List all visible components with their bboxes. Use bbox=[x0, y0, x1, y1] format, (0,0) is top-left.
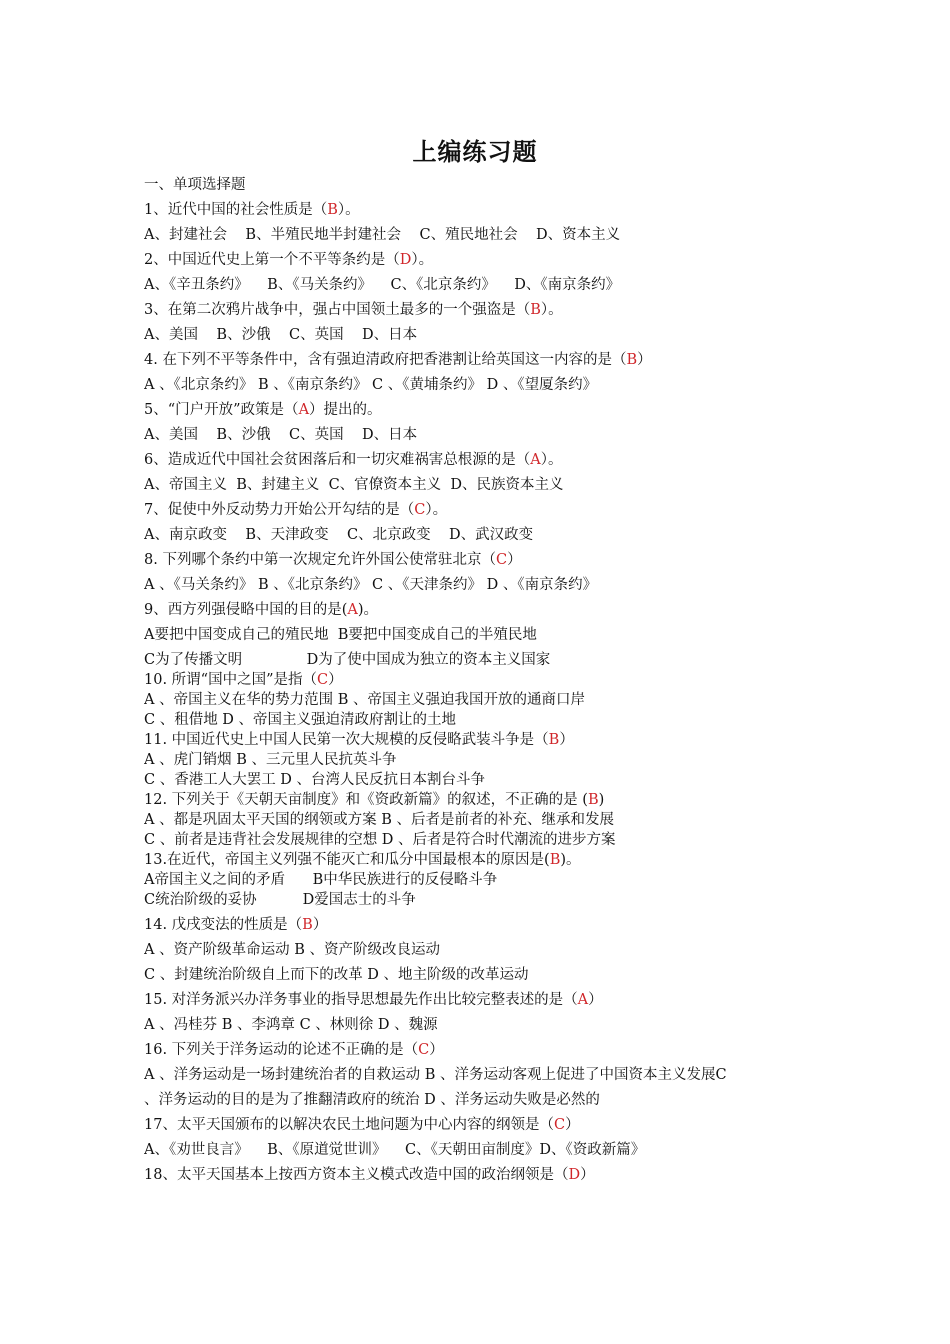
answer-letter: C bbox=[317, 672, 329, 688]
line-text: ）。 bbox=[540, 452, 563, 468]
answer-letter: B bbox=[587, 792, 599, 808]
page-title: 上编练习题 bbox=[412, 138, 538, 166]
text-line bbox=[144, 176, 824, 194]
line-text: A、帝国主义 B、封建主义 C、官僚资本主义 D、民族资本主义 bbox=[144, 477, 564, 493]
line-text: 、洋务运动的目的是为了推翻清政府的统治 D 、洋务运动失败是必然的 bbox=[144, 1092, 600, 1108]
answer-letter: A bbox=[577, 992, 589, 1008]
answer-letter: B bbox=[549, 852, 561, 868]
line-text: A、《劝世良言》 B、《原道觉世训》 C、《天朝田亩制度》D、《资政新篇》 bbox=[144, 1142, 646, 1158]
line-text: 15. 对洋务派兴办洋务事业的指导思想最先作出比较完整表述的是（ bbox=[144, 992, 578, 1008]
text-line bbox=[144, 426, 824, 444]
line-text: C 、封建统治阶级自上而下的改革 D 、地主阶级的改革运动 bbox=[144, 967, 529, 983]
line-text: 7、促使中外反动势力开始公开勾结的是（ bbox=[144, 502, 415, 518]
line-text: 11. 中国近代史上中国人民第一次大规模的反侵略武装斗争是（ bbox=[144, 732, 549, 748]
text-line bbox=[144, 731, 824, 749]
text-line bbox=[144, 1116, 824, 1134]
text-line bbox=[144, 871, 824, 889]
text-line bbox=[144, 671, 824, 689]
text-line bbox=[144, 851, 824, 869]
text-line bbox=[144, 501, 824, 519]
answer-letter: C bbox=[414, 502, 426, 518]
text-line bbox=[144, 1166, 824, 1184]
line-text: 一、单项选择题 bbox=[144, 177, 246, 193]
line-text: ） bbox=[637, 352, 652, 368]
line-text: ）提出的。 bbox=[309, 402, 382, 418]
line-text: A要把中国变成自己的殖民地 B要把中国变成自己的半殖民地 bbox=[144, 627, 537, 643]
line-text: ) bbox=[598, 792, 605, 808]
text-line bbox=[144, 226, 824, 244]
text-line bbox=[144, 916, 824, 934]
text-line bbox=[144, 811, 824, 829]
text-line bbox=[144, 771, 824, 789]
answer-letter: B bbox=[302, 917, 313, 933]
line-text: A 、虎门销烟 B 、三元里人民抗英斗争 bbox=[144, 752, 397, 768]
answer-letter: B bbox=[530, 302, 541, 318]
line-text: ） bbox=[565, 1117, 580, 1133]
answer-letter: D bbox=[399, 252, 412, 268]
text-line bbox=[144, 831, 824, 849]
text-line bbox=[144, 626, 824, 644]
text-line bbox=[144, 651, 824, 669]
text-line bbox=[144, 276, 824, 294]
line-text: C 、租借地 D 、帝国主义强迫清政府割让的土地 bbox=[144, 712, 457, 728]
text-line bbox=[144, 1066, 824, 1084]
line-text: ）。 bbox=[411, 252, 434, 268]
text-line bbox=[144, 791, 824, 809]
line-text: A 、冯桂芬 B 、李鸿章 C 、林则徐 D 、魏源 bbox=[144, 1017, 438, 1033]
line-text: 2、中国近代史上第一个不平等条约是（ bbox=[144, 252, 400, 268]
line-text: C 、香港工人大罢工 D 、台湾人民反抗日本割台斗争 bbox=[144, 772, 486, 788]
line-text: ） bbox=[559, 732, 574, 748]
text-line bbox=[144, 401, 824, 419]
line-text: A、封建社会 B、半殖民地半封建社会 C、殖民地社会 D、资本主义 bbox=[144, 227, 621, 243]
line-text: ） bbox=[507, 552, 522, 568]
text-line bbox=[144, 1141, 824, 1159]
line-text: 5、“门户开放”政策是（ bbox=[144, 402, 299, 418]
line-text: A、南京政变 B、天津政变 C、北京政变 D、武汉政变 bbox=[144, 527, 534, 543]
line-text: 10. 所谓“国中之国”是指（ bbox=[144, 672, 317, 688]
question-list bbox=[144, 176, 824, 1184]
line-text: A帝国主义之间的矛盾 B中华民族进行的反侵略斗争 bbox=[144, 872, 498, 888]
line-text: ）。 bbox=[337, 202, 360, 218]
line-text: 6、造成近代中国社会贫困落后和一切灾难祸害总根源的是（ bbox=[144, 452, 531, 468]
answer-letter: B bbox=[548, 732, 560, 748]
text-line bbox=[144, 351, 824, 369]
text-line bbox=[144, 1041, 824, 1059]
answer-letter: A bbox=[298, 402, 310, 418]
line-text: A 、《马关条约》 B 、《北京条约》 C 、《天津条约》 D 、《南京条约》 bbox=[144, 577, 598, 593]
line-text: 8. 下列哪个条约中第一次规定允许外国公使常驻北京（ bbox=[144, 552, 496, 568]
line-text: 13.在近代，帝国主义列强不能灭亡和瓜分中国最根本的原因是( bbox=[144, 852, 550, 868]
answer-letter: B bbox=[626, 352, 638, 368]
text-line bbox=[144, 476, 824, 494]
line-text: A 、资产阶级革命运动 B 、资产阶级改良运动 bbox=[144, 942, 440, 958]
line-text: 16. 下列关于洋务运动的论述不正确的是（ bbox=[144, 1042, 419, 1058]
line-text: C 、前者是违背社会发展规律的空想 D 、后者是符合时代潮流的进步方案 bbox=[144, 832, 616, 848]
text-line bbox=[144, 576, 824, 594]
text-line bbox=[144, 251, 824, 269]
line-text: C为了传播文明 D为了使中国成为独立的资本主义国家 bbox=[144, 652, 551, 668]
line-text: A 、《北京条约》 B 、《南京条约》 C 、《黄埔条约》 D 、《望厦条约》 bbox=[144, 377, 598, 393]
line-text: ） bbox=[429, 1042, 444, 1058]
line-text: 4. 在下列不平等条件中，含有强迫清政府把香港割让给英国这一内容的是（ bbox=[144, 352, 627, 368]
line-text: 12. 下列关于《天朝天亩制度》和《资政新篇》的叙述，不正确的是 ( bbox=[144, 792, 588, 808]
line-text: A 、都是巩固太平天国的纲领或方案 B 、后者是前者的补充、继承和发展 bbox=[144, 812, 614, 828]
line-text: 14. 戊戌变法的性质是（ bbox=[144, 917, 303, 933]
line-text: A、《辛丑条约》 B、《马关条约》 C、《北京条约》 D、《南京条约》 bbox=[144, 277, 621, 293]
text-line bbox=[144, 891, 824, 909]
text-line bbox=[144, 991, 824, 1009]
text-line bbox=[144, 711, 824, 729]
line-text: ） bbox=[328, 672, 343, 688]
text-line bbox=[144, 376, 824, 394]
answer-letter: A bbox=[530, 452, 541, 468]
line-text: ） bbox=[588, 992, 603, 1008]
text-line bbox=[144, 326, 824, 344]
text-line bbox=[144, 526, 824, 544]
line-text: 18、太平天国基本上按西方资本主义模式改造中国的政治纲领是（ bbox=[144, 1167, 569, 1183]
line-text: A 、洋务运动是一场封建统治者的自救运动 B 、洋务运动客观上促进了中国资本主义发展C bbox=[144, 1067, 727, 1083]
line-text: A、美国 B、沙俄 C、英国 D、日本 bbox=[144, 327, 418, 343]
text-line bbox=[144, 601, 824, 619]
text-line bbox=[144, 451, 824, 469]
text-line bbox=[144, 691, 824, 709]
line-text: 9、西方列强侵略中国的目的是( bbox=[144, 602, 348, 618]
text-line bbox=[144, 201, 824, 219]
text-line bbox=[144, 1091, 824, 1109]
answer-letter: C bbox=[495, 552, 508, 568]
line-text: 3、在第二次鸦片战争中，强占中国领土最多的一个强盗是（ bbox=[144, 302, 531, 318]
line-text: ）。 bbox=[425, 502, 448, 518]
text-line bbox=[144, 751, 824, 769]
text-line bbox=[144, 301, 824, 319]
line-text: A 、帝国主义在华的势力范围 B 、帝国主义强迫我国开放的通商口岸 bbox=[144, 692, 585, 708]
line-text: ）。 bbox=[540, 302, 563, 318]
text-line bbox=[144, 551, 824, 569]
line-text: )。 bbox=[357, 602, 379, 618]
line-text: A、美国 B、沙俄 C、英国 D、日本 bbox=[144, 427, 418, 443]
answer-letter: C bbox=[418, 1042, 430, 1058]
line-text: C统治阶级的妥协 D爱国志士的斗争 bbox=[144, 892, 416, 908]
answer-letter: C bbox=[553, 1117, 566, 1133]
line-text: ） bbox=[580, 1167, 595, 1183]
text-line bbox=[144, 966, 824, 984]
line-text: ） bbox=[312, 917, 328, 933]
text-line bbox=[144, 941, 824, 959]
line-text: 17、太平天国颁布的以解决农民土地问题为中心内容的纲领是（ bbox=[144, 1117, 554, 1133]
text-line bbox=[144, 1016, 824, 1034]
line-text: )。 bbox=[560, 852, 581, 868]
line-text: 1、近代中国的社会性质是（ bbox=[144, 202, 328, 218]
answer-letter: D bbox=[568, 1167, 581, 1183]
answer-letter: B bbox=[327, 202, 338, 218]
answer-letter: A bbox=[347, 602, 358, 618]
